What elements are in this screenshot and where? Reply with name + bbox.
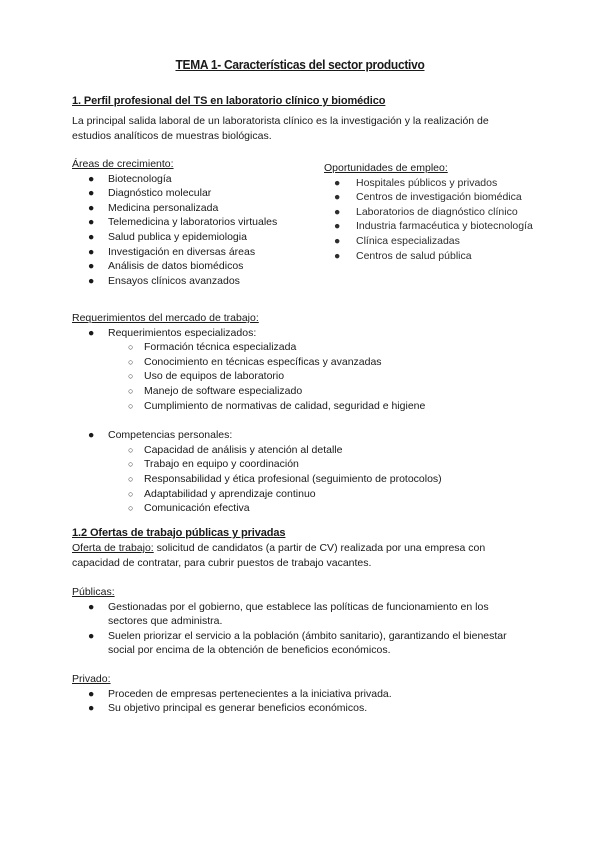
list-item: ● Medicina personalizada: [88, 201, 219, 214]
specialized-requirements: [72, 326, 442, 341]
list-item: ● Diagnóstico molecular: [88, 187, 212, 200]
intro-line-1: La principal salida laboral de un laboratorista clínico es la investigación y la realización de: [72, 115, 489, 127]
bullet-icon: ●: [88, 274, 95, 287]
list-item: ○ Adaptabilidad y aprendizaje continuo: [128, 487, 316, 500]
list-item: ○ Comunicación efectiva: [128, 502, 250, 515]
section1-intro: [72, 114, 532, 143]
list-item: ● Investigación en diversas áreas: [88, 245, 256, 258]
sub-bullet-icon: ○: [128, 356, 134, 367]
list-item: ○ Trabajo en equipo y coordinación: [128, 458, 299, 471]
public-offers: [72, 585, 522, 658]
sub-bullet-icon: ○: [128, 400, 134, 411]
sub-bullet-icon: ○: [128, 503, 134, 514]
public-title: Públicas:: [72, 586, 115, 598]
bullet-icon: ●: [88, 629, 95, 642]
bullet-icon: ●: [334, 205, 341, 218]
bullet-icon: ●: [88, 687, 95, 700]
opportunities-title: Oportunidades de empleo:: [324, 162, 448, 174]
bullet-icon: ●: [88, 172, 95, 185]
bullet-icon: ●: [334, 234, 341, 247]
market-requirements: [72, 311, 442, 516]
private-title: Privado:: [72, 673, 111, 685]
list-item: ○ Capacidad de análisis y atención al detalle: [128, 443, 343, 456]
sub-bullet-icon: ○: [128, 473, 134, 484]
list-item: ● Ensayos clínicos avanzados: [88, 274, 240, 287]
list-item: ● Suelen priorizar el servicio a la población (ámbito sanitario), garantizando el bienestar social por encima de la obtención de beneficios económicos.: [88, 629, 507, 657]
list-item: ● Centros de investigación biomédica: [334, 191, 522, 204]
list-item: ● Industria farmacéutica y biotecnología: [334, 220, 533, 233]
list-item: ○ Uso de equipos de laboratorio: [128, 370, 285, 383]
personal-competencies: [72, 428, 442, 443]
bullet-icon: ●: [88, 230, 95, 243]
list-item: ● Gestionadas por el gobierno, que establece las políticas de funcionamiento en los sectores que administra.: [88, 600, 489, 628]
list-item: ● Centros de salud pública: [334, 249, 472, 262]
list-item: ● Laboratorios de diagnóstico clínico: [334, 205, 518, 218]
bullet-icon: ●: [88, 702, 95, 715]
bullet-icon: ●: [88, 326, 95, 339]
sub-bullet-icon: ○: [128, 385, 134, 396]
opportunities-list: [322, 176, 533, 264]
bullet-icon: ●: [334, 220, 341, 233]
list-item: ● Telemedicina y laboratorios virtuales: [88, 216, 278, 229]
personal-competencies-list: [72, 443, 442, 516]
bullet-icon: ●: [88, 201, 95, 214]
intro-line-2: estudios analíticos de muestras biológicas.: [72, 129, 272, 142]
list-item: ○ Formación técnica especializada: [128, 341, 297, 354]
job-offer-def-line-2: capacidad de contratar, para cubrir puestos de trabajo vacantes.: [72, 556, 372, 569]
growth-areas-title: Áreas de crecimiento:: [72, 158, 174, 170]
employment-opportunities: [324, 161, 533, 263]
sub-bullet-icon: ○: [128, 371, 134, 382]
list-item: ○ Responsabilidad y ética profesional (seguimiento de protocolos): [128, 472, 442, 485]
private-list: [72, 687, 522, 716]
bullet-icon: ●: [334, 176, 341, 189]
section2-heading: 1.2 Ofertas de trabajo públicas y privadas: [72, 527, 286, 539]
private-offers: [72, 672, 522, 716]
job-offer-def-line-1: solicitud de candidatos (a partir de CV) realizada por una empresa con: [153, 542, 486, 554]
section1-heading: 1. Perfil profesional del TS en laboratorio clínico y biomédico: [72, 95, 386, 107]
sub-bullet-icon: ○: [128, 444, 134, 455]
specialized-requirements-list: [72, 340, 442, 413]
bullet-icon: ●: [88, 187, 95, 200]
bullet-icon: ●: [88, 429, 95, 442]
job-offer-term: Oferta de trabajo:: [72, 542, 154, 554]
list-item: ● Biotecnología: [88, 172, 172, 185]
list-item: ● Análisis de datos biomédicos: [88, 260, 244, 273]
list-item: ○ Manejo de software especializado: [128, 384, 303, 397]
list-item: ● Requerimientos especializados:: [88, 326, 257, 339]
sub-bullet-icon: ○: [128, 342, 134, 353]
list-item: ● Clínica especializadas: [334, 234, 460, 247]
public-list: [72, 600, 522, 658]
sub-bullet-icon: ○: [128, 459, 134, 470]
page-title: TEMA 1- Características del sector productivo: [175, 57, 425, 72]
list-item: ● Hospitales públicos y privados: [334, 176, 498, 189]
list-item: ● Su objetivo principal es generar beneficios económicos.: [88, 702, 368, 715]
list-item: ○ Cumplimiento de normativas de calidad, seguridad e higiene: [128, 399, 426, 412]
list-item: ● Proceden de empresas pertenecientes a la iniciativa privada.: [88, 687, 392, 700]
list-item: ● Salud publica y epidemiologia: [88, 230, 247, 243]
list-item: ● Competencias personales:: [88, 429, 233, 442]
bullet-icon: ●: [88, 260, 95, 273]
growth-areas-list: [72, 172, 277, 289]
bullet-icon: ●: [88, 600, 95, 613]
bullet-icon: ●: [334, 249, 341, 262]
sub-bullet-icon: ○: [128, 488, 134, 499]
list-item: ○ Conocimiento en técnicas específicas y avanzadas: [128, 355, 382, 368]
market-requirements-title: Requerimientos del mercado de trabajo:: [72, 312, 259, 324]
bullet-icon: ●: [88, 216, 95, 229]
job-offer-definition: [72, 541, 532, 570]
bullet-icon: ●: [334, 191, 341, 204]
growth-areas: [72, 157, 277, 288]
bullet-icon: ●: [88, 245, 95, 258]
